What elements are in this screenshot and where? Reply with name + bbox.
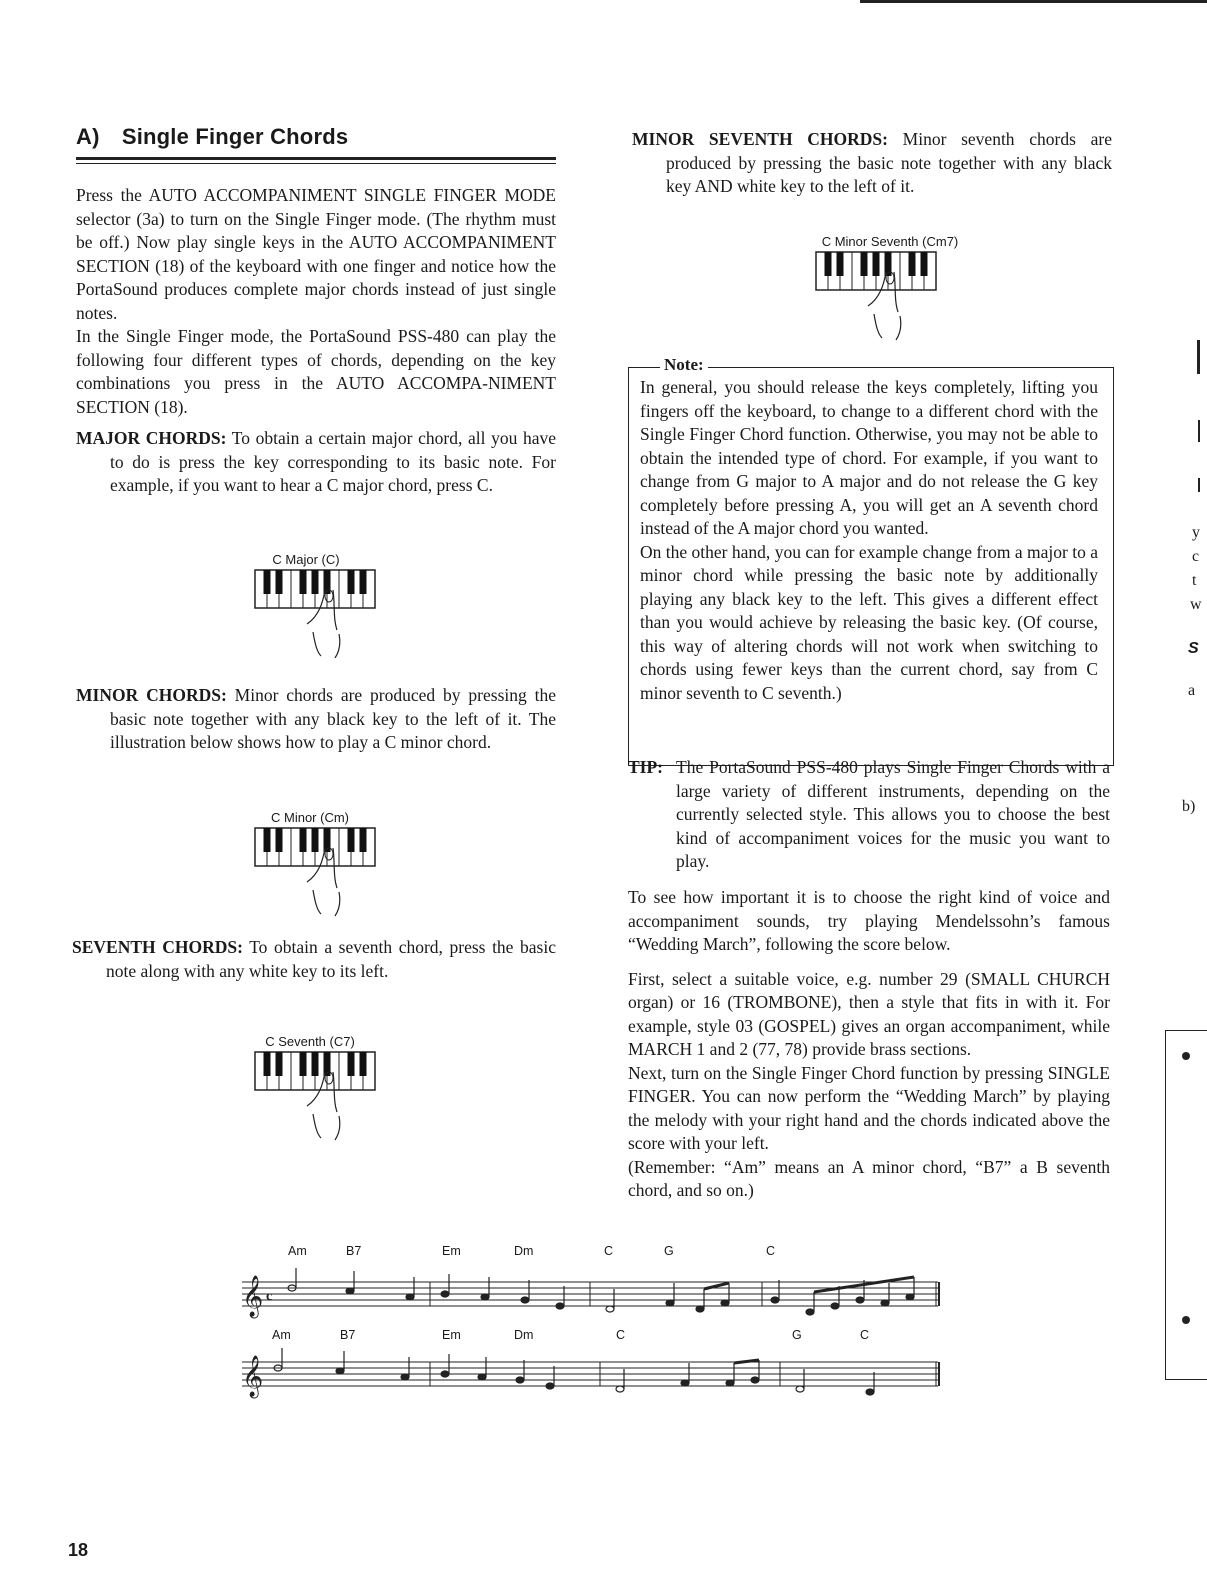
edge-bar [1197,340,1200,374]
edge-fragment: y [1192,524,1200,541]
c-major-keyboard-figure [253,568,377,658]
note-content [640,376,1098,705]
edge-fragment: S [1188,640,1199,657]
minor-chords-paragraph [76,684,556,755]
major-chords-paragraph [76,427,556,498]
staff-line-2 [230,1344,950,1404]
score-line1-chord: Am [288,1244,307,1258]
score-line2-chord: Em [442,1328,461,1342]
score-line2-chord: Dm [514,1328,534,1342]
svg-text:𝄞: 𝄞 [242,1276,264,1317]
edge-bullet-icon [1182,1052,1190,1060]
page-number: 18 [68,1540,89,1560]
score-line1-chord: Em [442,1244,461,1258]
note-paragraph-2: On the other hand, you can for example change from a major to a minor chord while pressing the basic note by additionally playing any black key to the left. This gives a different effect than you would achieve by releasing the basic key. (Of course, this way of altering chords will not work when switching to chords using fewer keys than the current chord, say from C minor seventh to C seventh.) [640,541,1098,703]
intro-paragraph-2: In the Single Finger mode, the PortaSound PSS-480 can play the following four different types of chords, depending on the key combinations you press in the AUTO ACCOMPA-NIMENT SECTION (18). [76,326,556,417]
score-line2-chord: C [860,1328,870,1342]
edge-fragment: t [1192,572,1197,589]
c-minor-seventh-keyboard-figure [814,250,938,345]
minor-seventh-paragraph [632,128,1112,199]
svg-text:𝄞: 𝄞 [242,1356,264,1397]
edge-fragment: c [1192,548,1200,565]
edge-bullet-icon [1182,1316,1190,1324]
right-column-bottom [628,886,1110,1203]
heading-rule-thin [76,163,556,164]
score-line1-chord: G [664,1244,674,1258]
minor-seventh-text: Minor seventh chords are produced by pressing the basic note together with any black key AND white key to the left of it. [666,129,1112,196]
top-edge-rule [860,0,1207,3]
c-minor-label: C Minor (Cm) [271,810,349,825]
edge-bar [1198,420,1200,442]
single-finger-paragraph: Next, turn on the Single Finger Chord function by pressing SINGLE FINGER. You can now perform the “Wedding March” by playing the melody with your right hand and the chords indicated above the score with your left. [628,1062,1110,1153]
select-voice-paragraph: First, select a suitable voice, e.g. number 29 (SMALL CHURCH organ) or 16 (TROMBONE), then a style that fits in with it. For example, style 03 (GOSPEL) gives an organ accompaniment, while MARCH 1 and 2 (77, 78) provide brass sections. [628,968,1110,1059]
edge-box [1165,1030,1207,1380]
score-line2-chord: B7 [340,1328,356,1342]
c-seventh-label: C Seventh (C7) [265,1034,355,1049]
heading-rule-thick [76,157,556,160]
wedding-march-intro: To see how important it is to choose the right kind of voice and accompaniment sounds, try playing Mendelssohn’s famous “Wedding March”, following the score below. [628,887,1110,954]
intro-paragraph-1: Press the AUTO ACCOMPANIMENT SINGLE FINGER MODE selector (3a) to turn on the Single Finger mode. (The rhythm must be off.) Now play single keys in the AUTO ACCOMPANIMENT SECTION (18) of the keyboard with one finger and notice how the PortaSound produces complete major chords instead of just single notes. [76,185,556,323]
c-seventh-keyboard-figure [253,1050,377,1162]
seventh-chords-term: SEVENTH CHORDS: [72,937,243,957]
seventh-chords-paragraph [72,936,556,983]
note-paragraph-1: In general, you should release the keys completely, lifting you fingers off the keyboard, to change to a different chord with the Single Finger Chord function. Otherwise, you may not be able to obtain the intended type of chord. For example, if you want to change from G major to A major and do not release the G key completely before pressing A, you will get an A seventh chord instead of the A major chord you wanted. [640,377,1098,538]
major-chords-text: To obtain a certain major chord, all you have to do is press the key corresponding to its basic note. For example, if you want to hear a C major chord, press C. [110,428,556,495]
music-score [230,1244,950,1397]
edge-fragment: a [1188,682,1196,699]
minor-seventh-term: MINOR SEVENTH CHORDS: [632,129,888,149]
edge-fragment: w [1190,596,1202,613]
section-heading: A) Single Finger Chords [76,124,349,149]
tip-block [628,756,1110,874]
major-chords-term: MAJOR CHORDS: [76,428,227,448]
seventh-chords-text: To obtain a seventh chord, press the basic note along with any white key to its left. [106,937,556,981]
left-column-2 [76,684,556,755]
right-column-top [632,128,1112,199]
score-line1-chord: B7 [346,1244,362,1258]
tip-text: The PortaSound PSS-480 plays Single Finger Chords with a large variety of different instruments, depending on the currently selected style. This allows you to choose the best kind of accompaniment voices for the music you want to play. [676,757,1110,871]
left-column [76,184,556,498]
score-line1-chord: Dm [514,1244,534,1258]
c-minor-seventh-label: C Minor Seventh (Cm7) [821,234,959,249]
minor-chords-term: MINOR CHORDS: [76,685,227,705]
minor-chords-text: Minor chords are produced by pressing the basic note together with any black key to the left of it. The illustration below shows how to play a C minor chord. [110,685,556,752]
remember-paragraph: (Remember: “Am” means an A minor chord, “B7” a B seventh chord, and so on.) [628,1156,1110,1200]
score-line2-chord: G [792,1328,802,1342]
score-line1-chord: C [766,1244,776,1258]
staff-line-1 [230,1262,950,1322]
edge-fragment: b) [1182,798,1196,815]
tip-term: TIP: [628,757,663,777]
score-line1-chord: C [604,1244,614,1258]
left-column-3 [72,936,556,983]
c-minor-keyboard-figure [253,826,377,918]
svg-text:c: c [266,1289,273,1304]
note-title: Note: [660,355,708,375]
c-major-label: C Major (C) [272,552,340,567]
edge-bar [1198,478,1200,492]
score-line2-chord: Am [272,1328,291,1342]
score-line2-chord: C [616,1328,626,1342]
